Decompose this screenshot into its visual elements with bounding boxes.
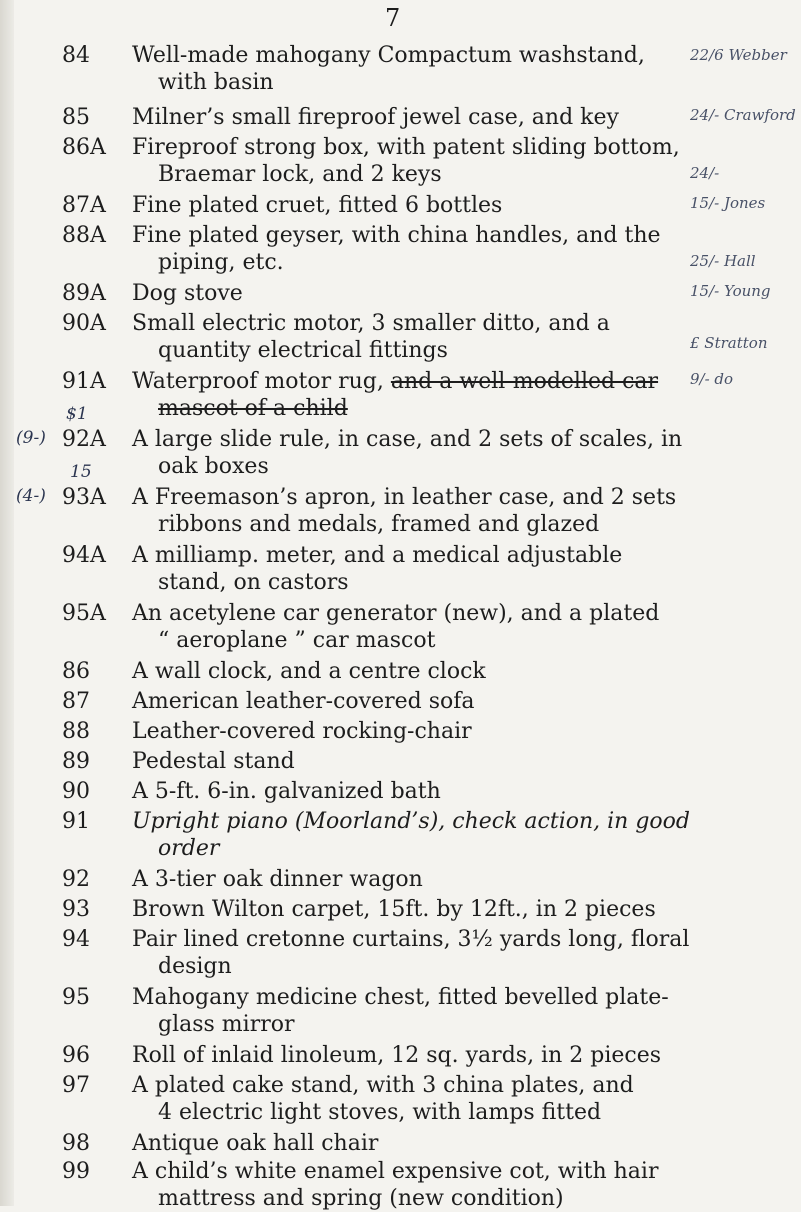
lot-94: 94 Pair lined cretonne curtains, 3½ yards long, floral design — [62, 927, 690, 979]
lot-91a: 91A Waterproof motor rug, and a well-modelled car mascot of a child — [62, 369, 659, 421]
note-90: £ Stratton — [690, 334, 768, 352]
note-87: 15/- Jones — [690, 194, 766, 212]
note-88: 25/- Hall — [690, 252, 756, 270]
lot-85: 85 Milner’s small fireproof jewel case, and key — [62, 105, 619, 130]
note-91: 9/- do — [690, 370, 734, 388]
lot-89: 89 Pedestal stand — [62, 749, 295, 774]
page-edge — [0, 0, 14, 1206]
lot-86a: 86A Fireproof strong box, with patent sliding bottom, Braemar lock, and 2 keys — [62, 135, 680, 187]
lot-90a: 90A Small electric motor, 3 smaller ditto, and a quantity electrical fittings — [62, 311, 610, 363]
lot-88: 88 Leather-covered rocking-chair — [62, 719, 472, 744]
lot-93: 93 Brown Wilton carpet, 15ft. by 12ft., in 2 pieces — [62, 897, 656, 922]
lot-97: 97 A plated cake stand, with 3 china plates, and 4 electric light stoves, with lamps fitted — [62, 1073, 634, 1125]
lot-99: 99 A child’s white enamel expensive cot, with hair mattress and spring (new condition) — [62, 1158, 722, 1212]
note-89: 15/- Young — [690, 282, 771, 300]
lot-92a: 92A A large slide rule, in case, and 2 sets of scales, in oak boxes — [62, 427, 683, 479]
lot-88a: 88A Fine plated geyser, with china handles, and the piping, etc. — [62, 223, 661, 275]
note-84: 22/6 Webber — [690, 46, 787, 64]
lot-84: 84 Well-made mahogany Compactum washstand, with basin — [62, 43, 645, 95]
lot-99-line2: mattress and spring (new condition) — [158, 1186, 564, 1211]
lot-93a: 93A A Freemason’s apron, in leather case, and 2 sets ribbons and medals, framed and glazed — [62, 485, 677, 537]
margin-note-93b: 15 — [70, 462, 92, 482]
margin-note-92: (9-) — [16, 428, 46, 448]
margin-note-92b: $1 — [66, 404, 88, 424]
lot-95: 95 Mahogany medicine chest, fitted bevelled plate- glass mirror — [62, 985, 669, 1037]
lot-94a: 94A A milliamp. meter, and a medical adjustable stand, on castors — [62, 543, 623, 595]
lot-98: 98 Antique oak hall chair — [62, 1131, 379, 1156]
note-86: 24/- — [690, 164, 720, 182]
note-85: 24/- Crawford — [690, 106, 796, 124]
lot-92: 92 A 3-tier oak dinner wagon — [62, 867, 423, 892]
lot-89a: 89A Dog stove — [62, 281, 243, 306]
lot-87: 87 American leather-covered sofa — [62, 689, 475, 714]
lot-96: 96 Roll of inlaid linoleum, 12 sq. yards, in 2 pieces — [62, 1043, 662, 1068]
margin-note-93: (4-) — [16, 486, 46, 506]
lot-95a: 95A An acetylene car generator (new), and a plated “ aeroplane ” car mascot — [62, 601, 660, 653]
lot-91: 91 Upright piano (Moorland’s), check action, in good order — [62, 809, 691, 861]
lot-86: 86 A wall clock, and a centre clock — [62, 659, 486, 684]
page-number: 7 — [385, 4, 401, 32]
lot-90: 90 A 5-ft. 6-in. galvanized bath — [62, 779, 441, 804]
lot-87a: 87A Fine plated cruet, fitted 6 bottles — [62, 193, 503, 218]
